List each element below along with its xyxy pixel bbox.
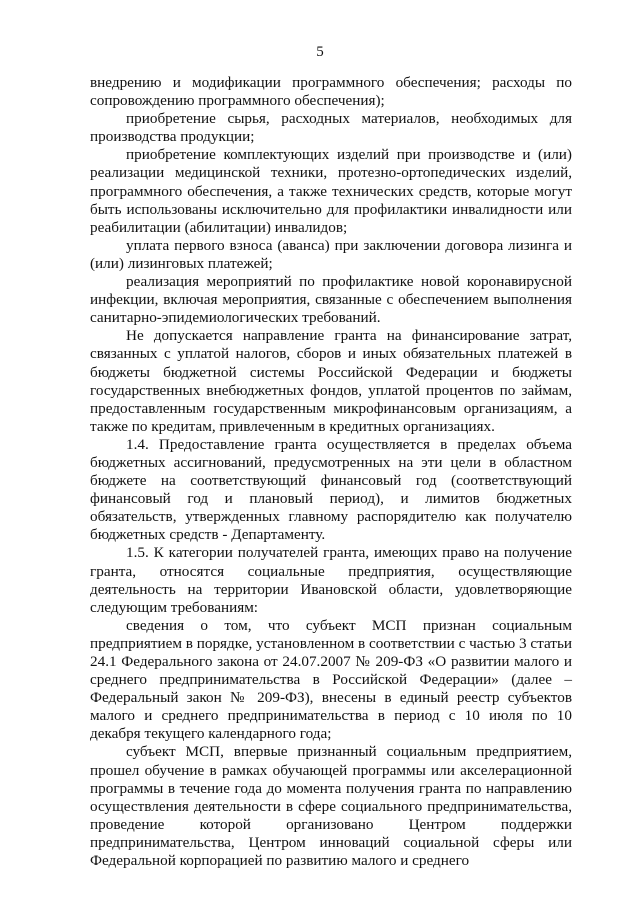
paragraph-raw-materials: приобретение сырья, расходных материалов, необходимых для производства продукции; — [90, 110, 572, 146]
paragraph-registry: сведения о том, что субъект МСП признан социальным предприятием в порядке, установленном в соответствии с частью 3 статьи 24.1 Федерального закона от 24.07.2007 № 209-ФЗ «О развитии малого и среднего предпринимательства в Российской Федерации» (далее – Федеральный закон № 209-ФЗ), внесены в единый реестр субъектов малого и среднего предпринимательства в период с 10 июля по 10 декабря текущего календарного года; — [90, 616, 572, 743]
paragraph-software-expenses: внедрению и модификации программного обеспечения; расходы по сопровождению программного обеспечения); — [90, 74, 572, 110]
paragraph-1-5: 1.5. К категории получателей гранта, имеющих право на получение гранта, относятся социальные предприятия, осуществляющие деятельность на территории Ивановской области, удовлетворяющие следующим требованиям: — [90, 544, 572, 616]
paragraph-components: приобретение комплектующих изделий при производстве и (или) реализации медицинской техники, протезно-ортопедических изделий, программного обеспечения, а также технических средств, которые могут быть использованы исключительно для профилактики инвалидности или реабилитации (абилитации) инвалидов; — [90, 146, 572, 236]
paragraph-coronavirus: реализация мероприятий по профилактике новой коронавирусной инфекции, включая мероприятия, связанные с обеспечением выполнения санитарно-эпидемиологических требований. — [90, 273, 572, 327]
paragraph-leasing: уплата первого взноса (аванса) при заключении договора лизинга и (или) лизинговых платежей; — [90, 236, 572, 272]
paragraph-training: субъект МСП, впервые признанный социальным предприятием, прошел обучение в рамках обучающей программы или акселерационной программы в течение года до момента получения гранта по направлению осуществления деятельности в сфере социального предпринимательства, проведение которой организовано Центром поддержки предпринимательства, Центром инноваций социальной сферы или Федеральной корпорацией по развитию малого и среднего — [90, 743, 572, 870]
paragraph-prohibited-costs: Не допускается направление гранта на финансирование затрат, связанных с уплатой налогов, сборов и иных обязательных платежей в бюджеты бюджетной системы Российской Федерации и бюджеты государственных внебюджетных фондов, уплатой процентов по займам, предоставленным государственным микрофинансовым организациям, а также по кредитам, привлеченным в кредитных организациях. — [90, 327, 572, 435]
page-number: 5 — [316, 44, 324, 60]
document-body — [90, 74, 572, 870]
paragraph-1-4: 1.4. Предоставление гранта осуществляется в пределах объема бюджетных ассигнований, предусмотренных на эти цели в областном бюджете на соответствующий финансовый год (соответствующий финансовый год и плановый период), и лимитов бюджетных обязательств, утвержденных главному распорядителю как получателю бюджетных средств - Департаменту. — [90, 435, 572, 544]
